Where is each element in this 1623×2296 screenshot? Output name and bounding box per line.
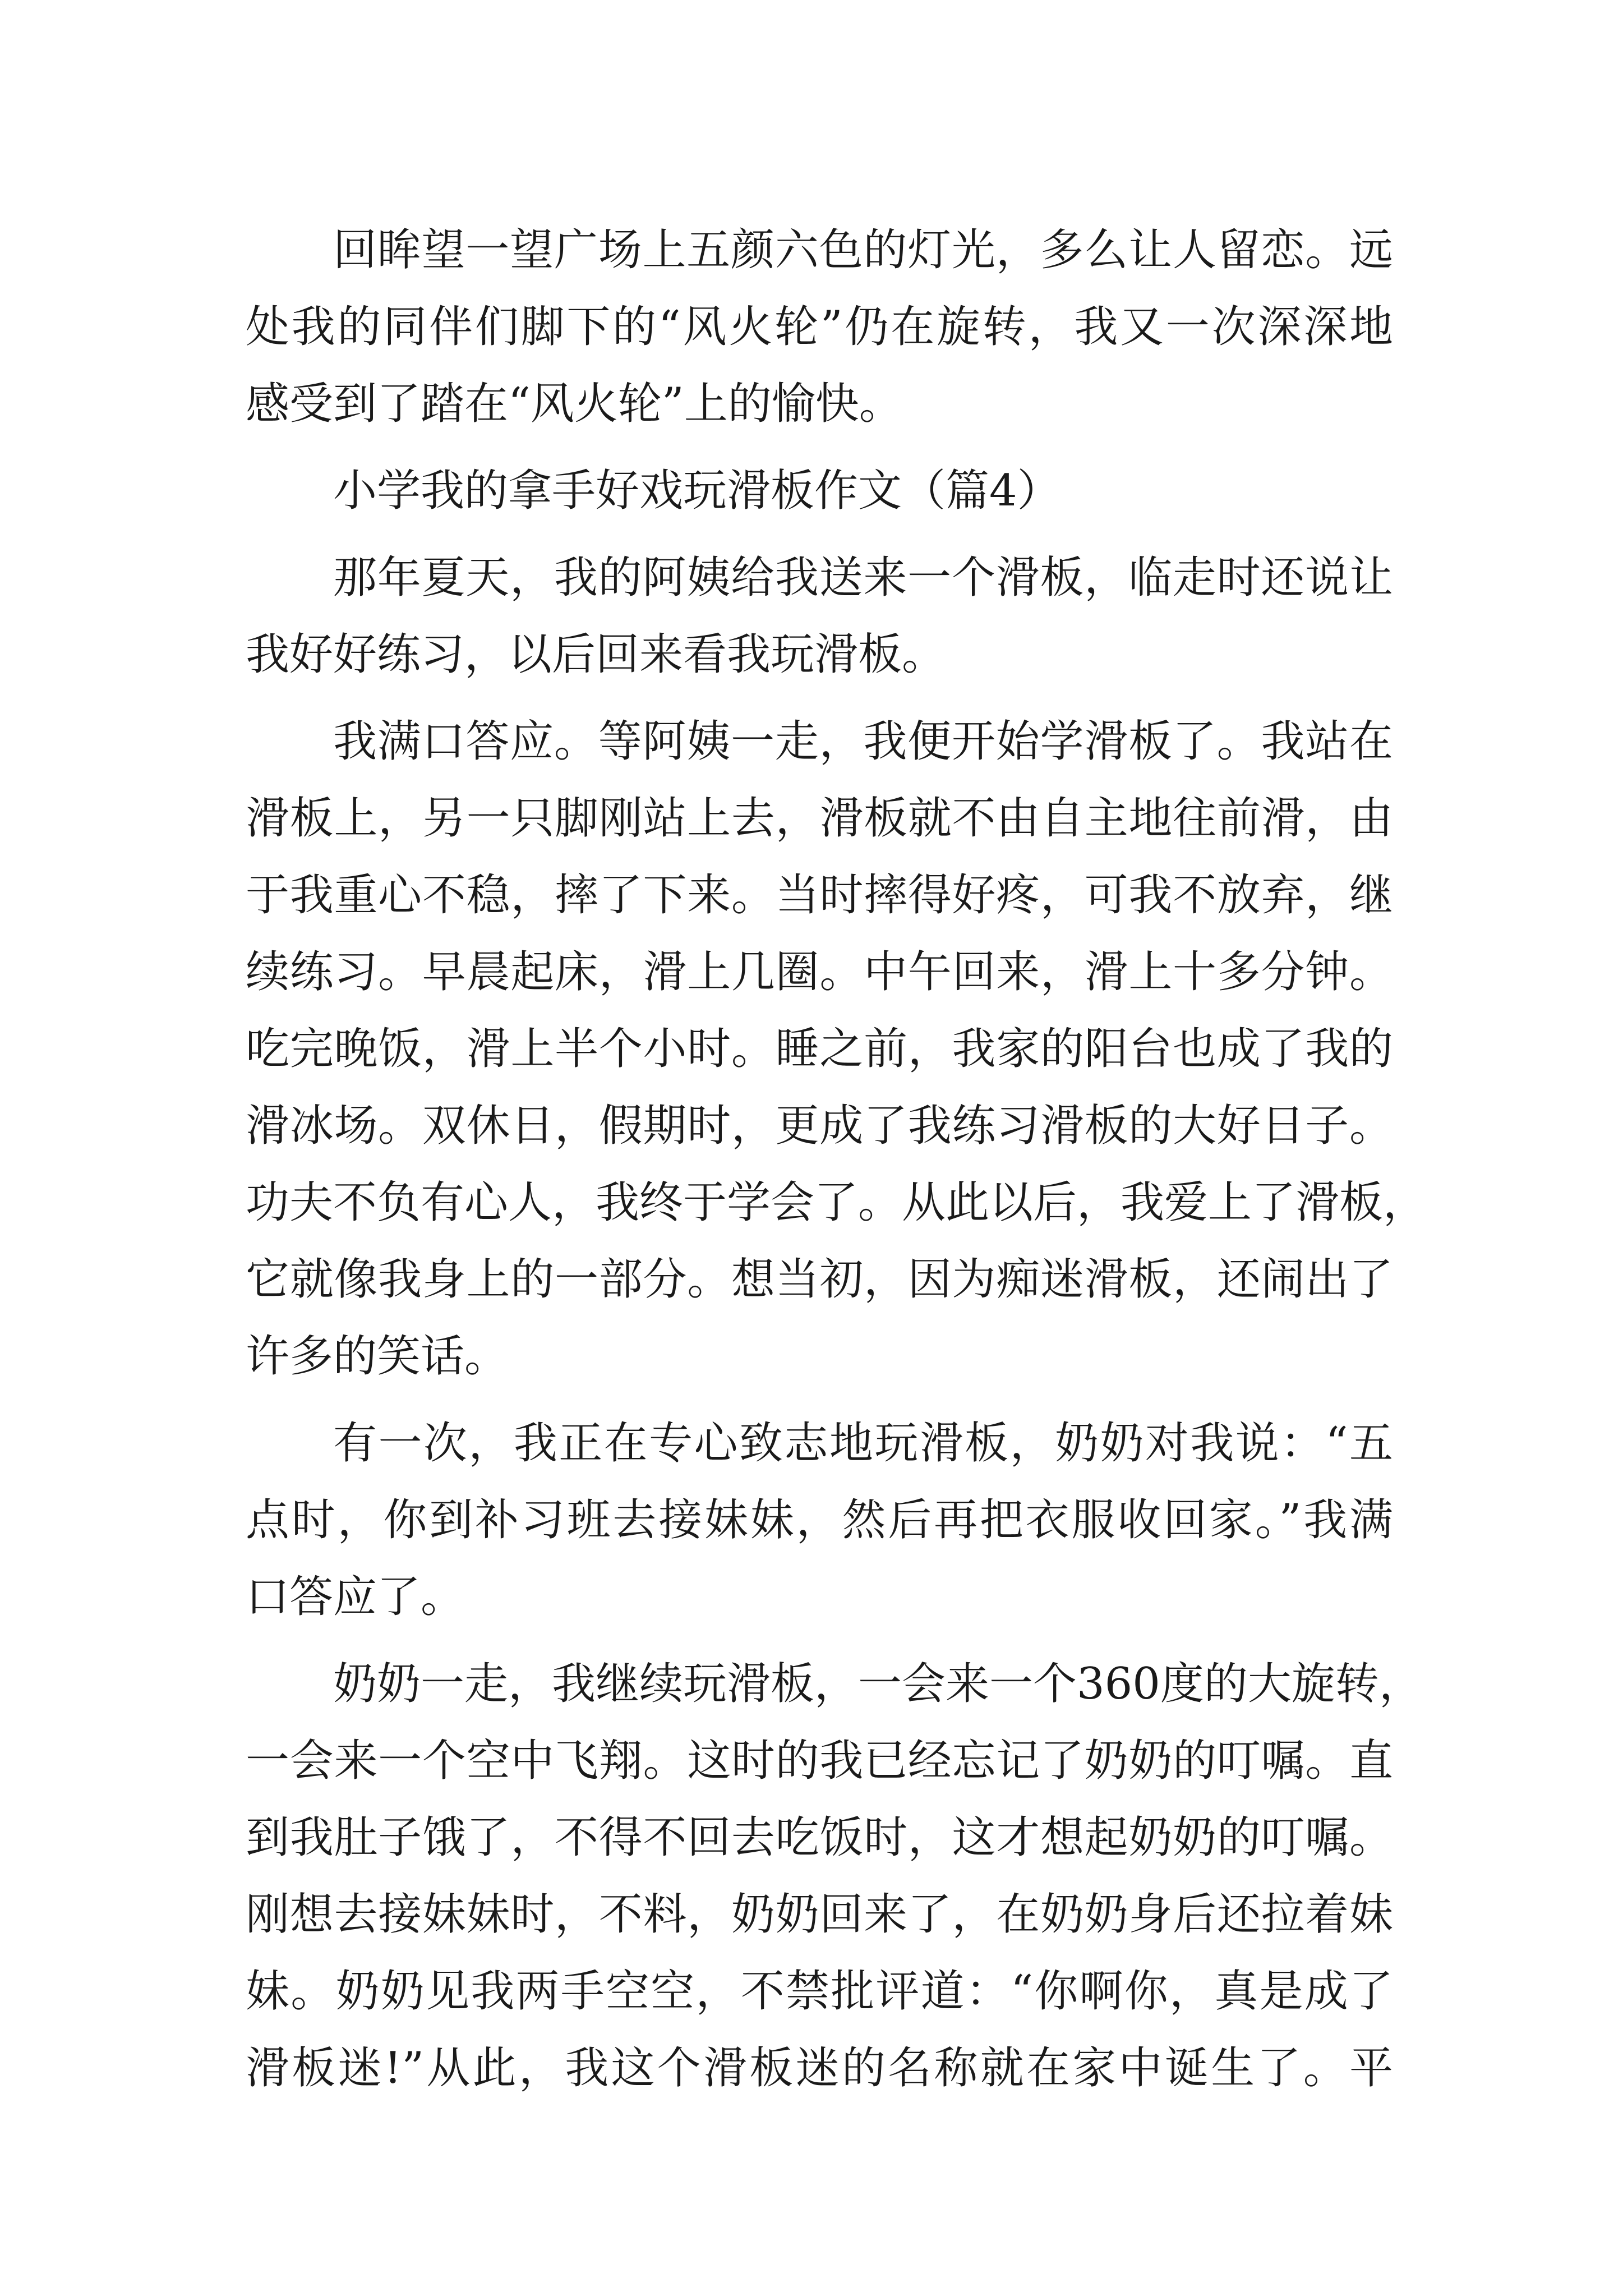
text-line: 于我重心不稳，摔了下来。当时摔得好疼，可我不放弃，继 xyxy=(246,870,1393,921)
paragraph xyxy=(246,1405,1393,1636)
document-body xyxy=(246,212,1427,2107)
text-line: 到我肚子饿了，不得不回去吃饭时，这才想起奶奶的叮嘱。 xyxy=(246,1812,1393,1863)
section-heading xyxy=(246,453,1393,530)
text-line: 有一次，我正在专心致志地玩滑板，奶奶对我说：“五 xyxy=(333,1418,1393,1469)
text-line: 一会来一个空中飞翔。这时的我已经忘记了奶奶的叮嘱。直 xyxy=(246,1736,1393,1786)
text-line: 续练习。早晨起床，滑上几圈。中午回来，滑上十多分钟。 xyxy=(246,947,1393,997)
paragraph xyxy=(246,212,1393,443)
paragraph xyxy=(246,1646,1423,2107)
text-line: 妹。奶奶见我两手空空，不禁批评道：“你啊你，真是成了 xyxy=(246,1966,1393,2017)
text-line: 口答应了。 xyxy=(246,1572,465,1622)
text-line: 感受到了踏在“风火轮”上的愉快。 xyxy=(246,379,903,429)
heading-line: 小学我的拿手好戏玩滑板作文（篇4） xyxy=(333,466,1061,516)
text-line: 许多的笑话。 xyxy=(246,1331,509,1382)
paragraph xyxy=(246,703,1427,1395)
text-line: 滑板迷!”从此，我这个滑板迷的名称就在家中诞生了。平 xyxy=(246,2043,1393,2093)
text-line: 点时，你到补习班去接妹妹，然后再把衣服收回家。”我满 xyxy=(246,1495,1393,1545)
text-line: 吃完晚饭，滑上半个小时。睡之前，我家的阳台也成了我的 xyxy=(246,1024,1393,1074)
text-line: 它就像我身上的一部分。想当初，因为痴迷滑板，还闹出了 xyxy=(246,1254,1393,1305)
text-line: 我满口答应。等阿姨一走，我便开始学滑板了。我站在 xyxy=(333,716,1393,767)
text-line: 我好好练习，以后回来看我玩滑板。 xyxy=(246,629,946,680)
text-line: 回眸望一望广场上五颜六色的灯光，多么让人留恋。远 xyxy=(333,225,1393,275)
text-line: 处我的同伴们脚下的“风火轮”仍在旋转，我又一次深深地 xyxy=(246,302,1393,352)
text-line: 那年夏天，我的阿姨给我送来一个滑板，临走时还说让 xyxy=(333,553,1393,603)
text-line: 滑冰场。双休日，假期时，更成了我练习滑板的大好日子。 xyxy=(246,1101,1393,1151)
paragraph xyxy=(246,540,1393,693)
text-line: 奶奶一走，我继续玩滑板，一会来一个360度的大旋转， xyxy=(333,1659,1423,1709)
text-line: 刚想去接妹妹时，不料，奶奶回来了，在奶奶身后还拉着妹 xyxy=(246,1889,1393,1940)
text-line: 功夫不负有心人，我终于学会了。从此以后，我爱上了滑板， xyxy=(246,1177,1427,1228)
text-line: 滑板上，另一只脚刚站上去，滑板就不由自主地往前滑，由 xyxy=(246,793,1393,844)
